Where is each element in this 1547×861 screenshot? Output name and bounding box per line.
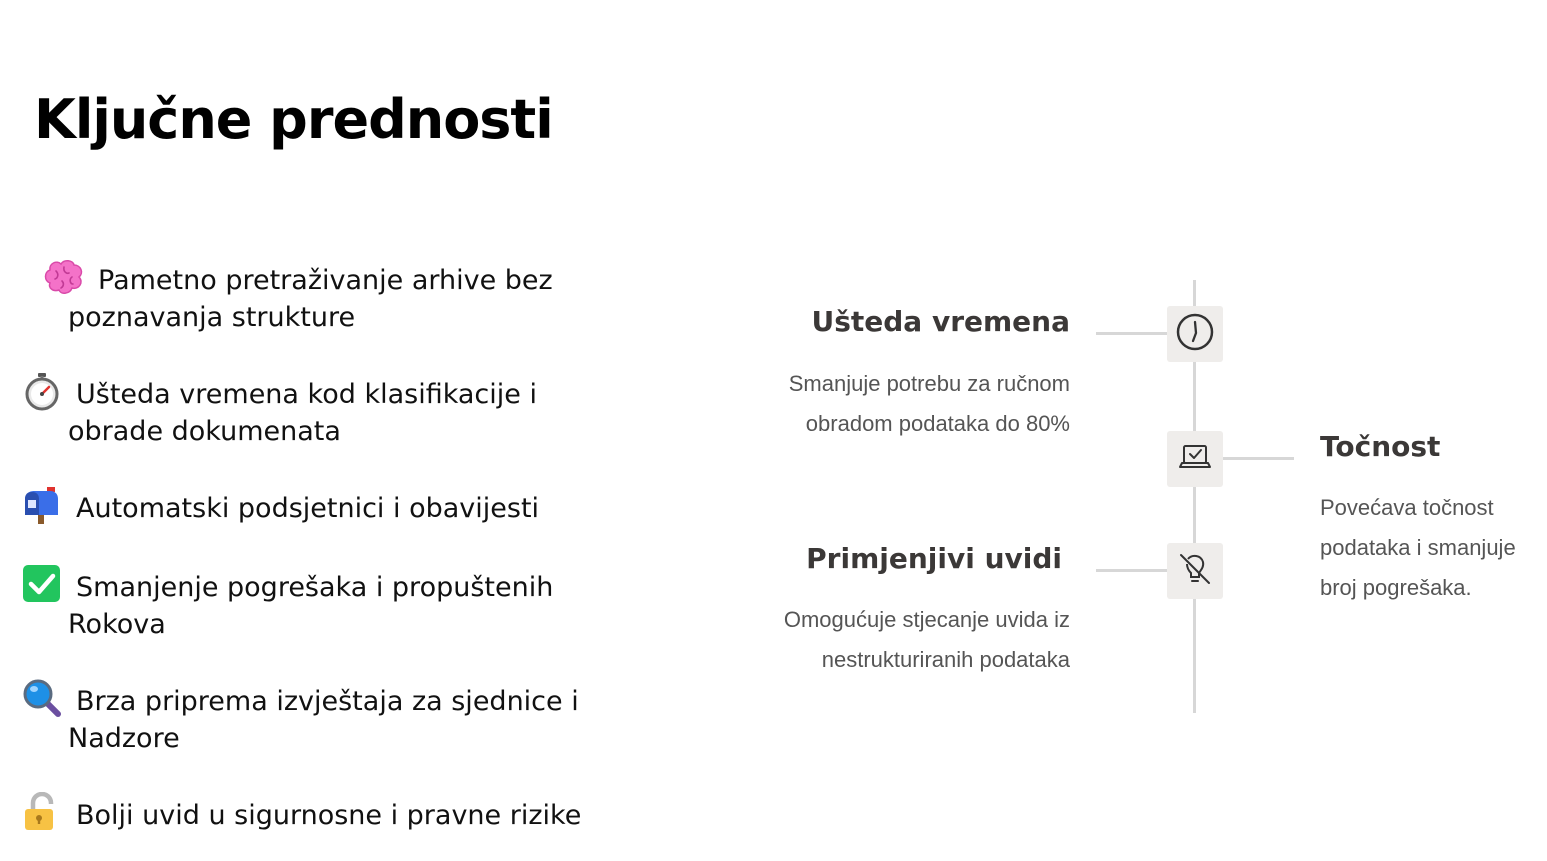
timeline-connector	[1096, 569, 1167, 572]
benefit-text: Automatski podsjetnici i obavijesti	[76, 493, 540, 524]
laptop-check-icon	[1175, 437, 1215, 481]
magnifying-glass-icon	[22, 678, 64, 716]
timeline-node	[1167, 306, 1223, 362]
brain-icon	[42, 257, 84, 295]
feature-title: Točnost	[1320, 430, 1441, 463]
mailbox-icon	[22, 485, 64, 523]
feature-description	[789, 364, 1070, 444]
benefit-text: Brza priprema izvještaja za sjednice i	[76, 686, 579, 717]
feature-description	[1320, 488, 1516, 608]
timeline-node	[1167, 543, 1223, 599]
benefit-text-cont: poznavanja strukture	[68, 302, 356, 333]
benefit-text: Ušteda vremena kod klasifikacije i	[76, 379, 537, 410]
timeline-connector	[1096, 332, 1167, 335]
feature-title: Primjenjivi uvidi	[806, 542, 1062, 575]
page-title: Ključne prednosti	[34, 88, 553, 151]
benefit-text-cont: obrade dokumenata	[68, 416, 341, 447]
feature-description-line: Povećava točnost	[1320, 495, 1494, 520]
benefit-item	[22, 678, 612, 757]
benefit-text-cont: Rokova	[68, 609, 166, 640]
benefit-text-cont: Nadzore	[68, 723, 180, 754]
feature-description-line: obradom podataka do 80%	[805, 411, 1070, 436]
benefit-text: Pametno pretraživanje arhive bez	[98, 265, 553, 296]
feature-description-line: broj pogrešaka.	[1320, 575, 1472, 600]
lock-icon	[22, 792, 64, 830]
feature-description-line: Omogućuje stjecanje uvida iz	[783, 607, 1070, 632]
feature-title: Ušteda vremena	[811, 305, 1070, 338]
benefit-item	[22, 257, 612, 336]
timeline-connector	[1222, 457, 1294, 460]
benefit-text: Bolji uvid u sigurnosne i pravne rizike	[76, 800, 582, 831]
benefit-item	[22, 792, 612, 834]
check-mark-icon	[22, 564, 64, 602]
clock-icon	[1175, 312, 1215, 356]
feature-description	[784, 600, 1070, 680]
stopwatch-icon	[22, 371, 64, 409]
feature-description-line: Smanjuje potrebu za ručnom	[788, 371, 1070, 396]
lightbulb-off-icon	[1175, 549, 1215, 593]
benefit-item	[22, 371, 612, 450]
timeline-node	[1167, 431, 1223, 487]
benefit-item	[22, 485, 612, 527]
feature-description-line: podataka i smanjuje	[1320, 535, 1516, 560]
benefit-item	[22, 564, 612, 643]
feature-description-line: nestrukturiranih podataka	[821, 647, 1070, 672]
benefit-text: Smanjenje pogrešaka i propuštenih	[76, 572, 554, 603]
